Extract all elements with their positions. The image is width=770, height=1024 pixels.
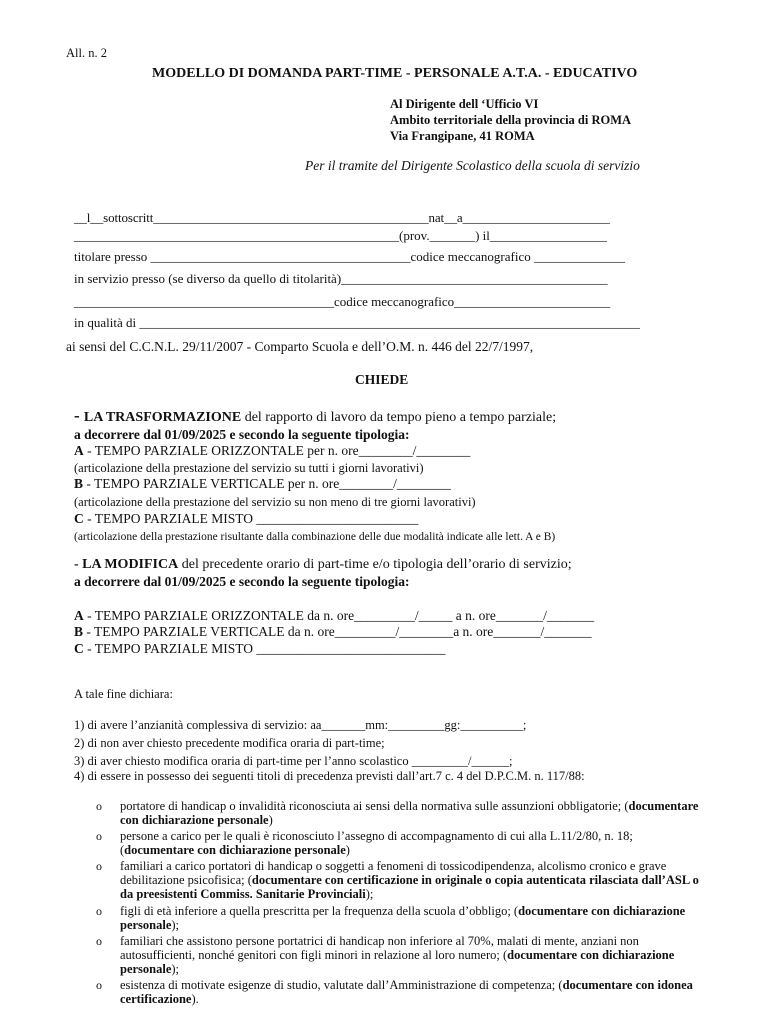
trasf-note-c: (articolazione della prestazione risultante dalla combinazione delle due modalità indicate alle lett. A e B) [74,531,556,543]
trasf-note-a: (articolazione della prestazione del servizio su tutti i giorni lavorativi) [74,461,424,475]
form-sottoscritto-line[interactable]: __l__sottoscritt___________________________________________nat__a_______________________ [74,210,610,225]
bullet-icon: o [96,934,102,948]
form-titolare-line[interactable]: titolare presso ________________________________________codice meccanografico ______________ [74,249,625,264]
mod-option-a[interactable]: A - TEMPO PARZIALE ORIZZONTALE da n. ore_________/_____ a n. ore_______/_______ [74,608,595,623]
trasf-option-c[interactable]: C - TEMPO PARZIALE MISTO ________________________ [74,511,419,526]
dichiara-point-4: 4) di essere in possesso dei seguenti titoli di precedenza previsti dall’art.7 c. 4 del D.P.C.M. n. 117/88: [74,769,585,783]
form-qualita-line[interactable]: in qualità di _____________________________________________________________________________ [74,315,640,330]
bullet-icon: o [96,904,102,918]
bullet-icon: o [96,829,102,843]
dichiara-point-1[interactable]: 1) di avere l’anzianità complessiva di servizio: aa_______mm:_________gg:__________; [74,718,527,732]
modifica-heading: - LA MODIFICA del precedente orario di part-time e/o tipologia dell’orario di servizio; [74,557,572,572]
dichiara-point-3[interactable]: 3) di aver chiesto modifica oraria di part-time per l’anno scolastico _________/______; [74,754,513,768]
titolo-item-6: esistenza di motivate esigenze di studio, valutate dall’Amministrazione di competenza; (documentare con idonea certificazione). [120,978,693,1006]
titolo-item-5: familiari che assistono persone portatrici di handicap non inferiore al 70%, malati di mente, anziani non autosufficienti, nonché genitori con figli minori in relazione al loro numero; (documentare con dichiarazione personale); [120,934,675,976]
address-line-2: Ambito territoriale della provincia di ROMA [390,113,632,127]
dichiara-intro: A tale fine dichiara: [74,687,173,701]
dichiara-point-2: 2) di non aver chiesto precedente modifica oraria di part-time; [74,736,385,750]
titolo-item-4: figli di età inferiore a quella prescritta per la frequenza della scuola d’obbligo; (documentare con dichiarazione personale); [120,904,686,932]
form-prov-line[interactable]: __________________________________________________(prov._______) il__________________ [74,228,607,243]
form-codice-line[interactable]: ________________________________________codice meccanografico________________________ [74,294,611,309]
document-title: MODELLO DI DOMANDA PART-TIME - PERSONALE A.T.A. - EDUCATIVO [152,66,638,81]
mod-option-b[interactable]: B - TEMPO PARZIALE VERTICALE da n. ore_________/________a n. ore_______/_______ [74,624,592,639]
titolo-item-3: familiari a carico portatori di handicap o soggetti a fenomeni di tossicodipendenza, alcolismo cronico e grave debilitazione psicofisica; (documentare con certificazione in originale o copia autenticata rilasciata dall’ASL o da preesistenti Commiss. Sanitarie Provinciali); [120,859,699,901]
ccnl-line: ai sensi del C.C.N.L. 29/11/2007 - Comparto Scuola e dell’O.M. n. 446 del 22/7/1997, [66,339,534,354]
bullet-icon: o [96,799,102,813]
titolo-item-1: portatore di handicap o invalidità riconosciuta ai sensi della normativa sulle assunzioni obbligatorie; (documentare con dichiarazione personale) [120,799,699,827]
trasf-note-b: (articolazione della prestazione del servizio su non meno di tre giorni lavorativi) [74,495,476,509]
allegato-label: All. n. 2 [66,46,107,60]
mod-option-c[interactable]: C - TEMPO PARZIALE MISTO ____________________________ [74,641,446,656]
trasf-option-b[interactable]: B - TEMPO PARZIALE VERTICALE per n. ore________/________ [74,476,451,491]
trasformazione-heading: - LA TRASFORMAZIONE del rapporto di lavoro da tempo pieno a tempo parziale; [74,406,557,425]
address-line-3: Via Frangipane, 41 ROMA [390,129,535,143]
form-servizio-line[interactable]: in servizio presso (se diverso da quello di titolarità)_________________________________________ [74,271,608,286]
trasf-option-a[interactable]: A - TEMPO PARZIALE ORIZZONTALE per n. ore________/________ [74,443,471,458]
bullet-icon: o [96,859,102,873]
chiede-heading: CHIEDE [355,372,409,387]
modifica-decorrenza: a decorrere dal 01/09/2025 e secondo la seguente tipologia: [74,574,410,589]
titolo-item-2: persone a carico per le quali è riconosciuto l’assegno di accompagnamento di cui alla L.11/2/80, n. 18; (documentare con dichiarazione personale) [120,829,633,857]
trasformazione-decorrenza: a decorrere dal 01/09/2025 e secondo la seguente tipologia: [74,427,410,442]
tramite-line: Per il tramite del Dirigente Scolastico della scuola di servizio [305,158,640,173]
address-line-1: Al Dirigente dell ‘Ufficio VI [390,97,539,111]
bullet-icon: o [96,978,102,992]
